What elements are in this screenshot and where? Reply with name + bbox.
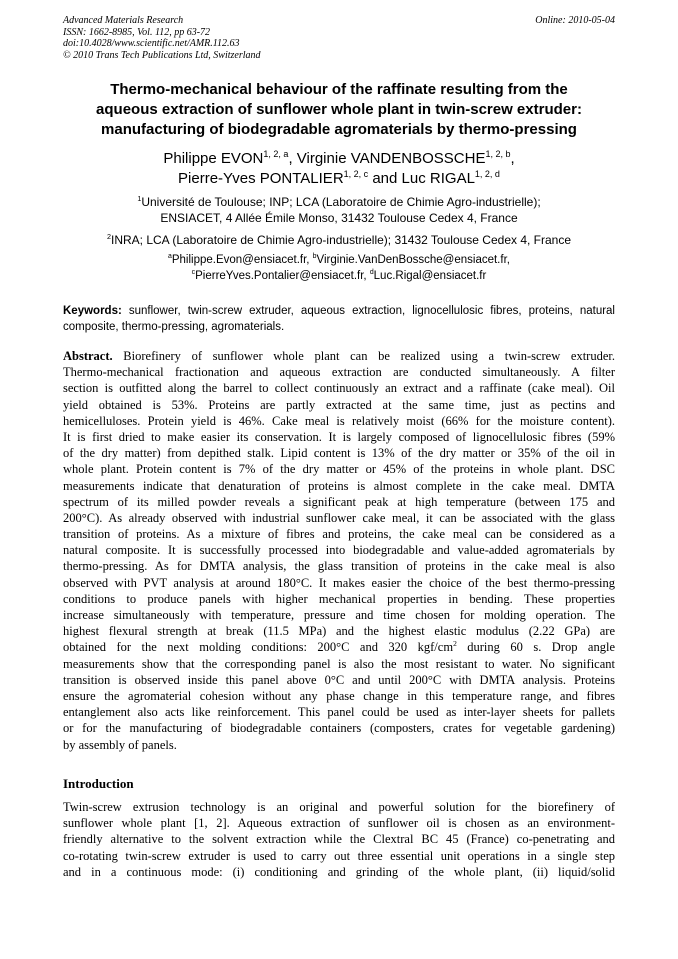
introduction-line: co-rotating twin-screw extruder is used to carry out three essential unit operations in a single step xyxy=(63,848,615,863)
email-address: PierreYves.Pontalier@ensiacet.fr xyxy=(195,270,364,282)
abstract-line: whole plant. Protein content is 7% of the dry matter or 45% of the proteins in whole plant. DSC xyxy=(63,462,615,477)
keywords-text: sunflower, twin-screw extruder, aqueous extraction, lignocellulosic fibres, proteins, natural composite, thermo-pressing, agromaterials. xyxy=(63,305,615,333)
abstract-line: by assembly of panels. xyxy=(63,737,177,752)
introduction-heading: Introduction xyxy=(63,776,134,791)
separator: and xyxy=(368,170,402,187)
abstract-line: measurements indicate that denaturation of proteins is almost complete in the cake meal. DMTA xyxy=(63,478,615,493)
author-name: Luc RIGAL xyxy=(401,170,475,187)
author-affiliation-marker: 1, 2, c xyxy=(343,169,369,179)
title-line: aqueous extraction of sunflower whole plant in twin-screw extruder: xyxy=(96,101,582,118)
abstract-section xyxy=(63,348,615,753)
author-affiliation-marker: 1, 2, b xyxy=(485,149,511,159)
affiliation-text: Université de Toulouse; INP; LCA (Laboratoire de Chimie Agro-industrielle); xyxy=(141,195,541,209)
affiliation-text: ENSIACET, 4 Allée Émile Monso, 31432 Toulouse Cedex 4, France xyxy=(160,211,518,225)
email-marker: c xyxy=(191,269,196,277)
abstract-line: hemicelluloses. Protein yield is 46%. Cake meal is relatively moist (66% for the moisture content). xyxy=(63,413,615,428)
affiliation-number: 1 xyxy=(137,194,142,203)
author-affiliation-marker: 1, 2, d xyxy=(474,169,500,179)
author-name: Virginie VANDENBOSSCHE xyxy=(296,150,486,167)
journal-name: Advanced Materials Research xyxy=(63,15,184,26)
copyright: © 2010 Trans Tech Publications Ltd, Switzerland xyxy=(63,49,261,61)
author-name: Pierre-Yves PONTALIER xyxy=(178,170,344,187)
introduction-line: Twin-screw extrusion technology is an original and powerful solution for the biorefinery of xyxy=(63,800,615,814)
email-marker: b xyxy=(312,253,317,261)
abstract-line: section is outfitted along the barrel to collect continuously an extract and a raffinate (cake meal). Oil xyxy=(63,381,615,396)
title-line: Thermo-mechanical behaviour of the raffinate resulting from the xyxy=(110,81,568,98)
doi: doi:10.4028/www.scientific.net/AMR.112.63 xyxy=(63,38,240,49)
abstract-line: thermo-pressing. As for DMTA analysis, the glass transition of proteins in the cake meal is also xyxy=(63,559,615,574)
author-affiliation-marker: 1, 2, a xyxy=(263,149,289,159)
keywords-label: Keywords: xyxy=(63,305,122,317)
email-address: Philippe.Evon@ensiacet.fr xyxy=(171,254,307,266)
abstract-line: transition is observed inside this panel above 0°C and until 200°C with DMTA analysis. Proteins xyxy=(63,672,615,687)
abstract-line: natural composite. It is successfully processed into biodegradable and value-added agromaterials by xyxy=(63,543,615,558)
abstract-line: spectrum of its milled powder reveals a significant peak at high temperature (between 175 and xyxy=(63,494,615,509)
affiliation-text: INRA; LCA (Laboratoire de Chimie Agro-industrielle); 31432 Toulouse Cedex 4, France xyxy=(110,233,572,247)
email-marker: d xyxy=(369,269,374,277)
keywords-section xyxy=(63,303,615,335)
abstract-line: highest flexural strength at break (11.5 MPa) and the highest elastic modulus (2.22 GPa) are xyxy=(63,624,615,639)
introduction-line: sunflower whole plant [1, 2]. Aqueous extraction of sunflower oil is chosen as an environment- xyxy=(63,816,615,831)
journal-header xyxy=(63,15,615,61)
online-date: Online: 2010-05-04 xyxy=(535,15,615,26)
abstract-line: transition of proteins. As a mixture of fibres and proteins, the cake meal can be considered as a xyxy=(63,527,615,542)
email-address: Luc.Rigal@ensiacet.fr xyxy=(373,270,487,282)
affiliation-2 xyxy=(40,232,638,248)
introduction-line: friendly alternative to the solvent extraction while the Clextral BC 45 (France) co-penetrating and xyxy=(63,832,615,847)
abstract-line: yield obtained is 53%. Proteins are partly extracted at the same time, just as pectins and xyxy=(63,397,615,412)
abstract-line: obtained for the next molding conditions: 200°C and 320 kgf/cm xyxy=(63,640,454,655)
issn: ISSN: 1662-8985, Vol. 112, pp 63-72 xyxy=(63,26,211,38)
abstract-line: conditions to produce panels with higher mechanical properties in bending. These properties xyxy=(63,591,615,606)
abstract-line: increase simultaneously with temperature, pressure and time chosen for molding operation. The xyxy=(63,608,615,622)
email-marker: a xyxy=(168,253,172,261)
separator: , xyxy=(510,150,515,167)
abstract-line: Thermo-mechanical fractionation and aqueous extraction are conducted simultaneously. A filter xyxy=(63,365,615,380)
author-list xyxy=(40,149,638,189)
affiliation-number: 2 xyxy=(106,232,111,241)
abstract-line: entanglement also acts like reinforcement. This panel could be used as inter-layer sheets for pallets xyxy=(63,705,615,720)
email-address: Virginie.VanDenBossche@ensiacet.fr xyxy=(316,254,507,266)
introduction-section xyxy=(63,799,615,880)
affiliation-1 xyxy=(40,194,638,226)
author-name: Philippe EVON xyxy=(163,150,264,167)
separator: , xyxy=(288,150,297,167)
abstract-line: measurements show that the corresponding panel is also the most resistant to water. No significant xyxy=(63,656,615,671)
abstract-line: or for the manufacturing of biodegradable containers (composters, crates for vegetable gardening) xyxy=(63,721,615,736)
superscript: 2 xyxy=(453,639,457,649)
introduction-line: and in a continuous mode: (i) conditioning and grinding of the whole plant, (ii) liquid/solid xyxy=(63,864,615,879)
abstract-line: observed with PVT analysis at around 180°C. It makes easier the choice of the best thermo-pressing xyxy=(63,575,615,590)
abstract-line: ensure the agromaterial cohesion without any phase change in this temperature range, and fibres xyxy=(63,688,615,703)
abstract-line: 200°C). As already observed with industrial sunflower cake meal, it can be associated with the glass xyxy=(63,510,615,525)
abstract-line: Biorefinery of sunflower whole plant can be realized using a twin-screw extruder. xyxy=(112,349,615,363)
abstract-line-tail: during 60 s. Drop angle xyxy=(456,640,615,655)
abstract-line: of the dry matter) from depithed stalk. Lipid content is 13% of the dry matter or 35% of the oil in xyxy=(63,446,615,461)
paper-title xyxy=(40,80,638,140)
title-line: manufacturing of biodegradable agromaterials by thermo-pressing xyxy=(101,121,577,138)
abstract-line: It is first dried to make easier its conservation. It is largely composed of lignocellulosic fibres (59% xyxy=(63,429,615,444)
abstract-label: Abstract. xyxy=(63,349,113,363)
email-list: $^a$Philippe.Evon@ensiacet.fr, $^b$Virginie.VanDenBossche@ensiacet.fr, $^c$PierreYves.Pontalier@ensiacet.fr, $^d$Luc.Rigal@ensiacet.fr xyxy=(168,253,510,282)
